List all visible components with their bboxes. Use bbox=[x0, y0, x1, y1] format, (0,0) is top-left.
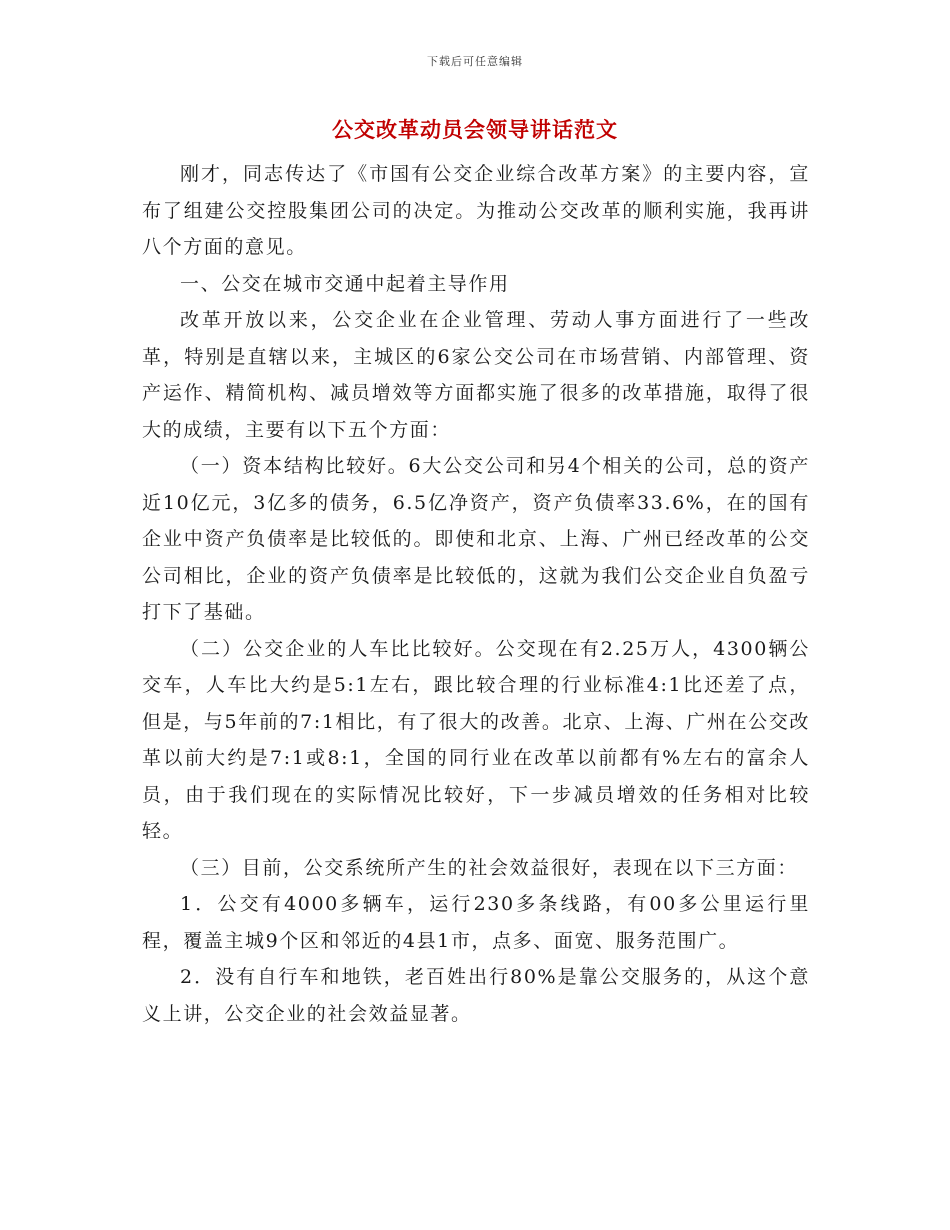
paragraph-reform: 改革开放以来，公交企业在企业管理、劳动人事方面进行了一些改革，特别是直辖以来，主城区的6家公交公司在市场营销、内部管理、资产运作、精简机构、减员增效等方面都实施了很多的改革措施，取得了很大的成绩，主要有以下五个方面： bbox=[142, 309, 810, 441]
paragraph-intro: 刚才，同志传达了《市国有公交企业综合改革方案》的主要内容，宣布了组建公交控股集团公司的决定。为推动公交改革的顺利实施，我再讲八个方面的意见。 bbox=[142, 163, 810, 258]
list-item-2: 2．没有自行车和地铁，老百姓出行80%是靠公交服务的，从这个意义上讲，公交企业的社会效益显著。 bbox=[142, 966, 810, 1025]
document-body bbox=[142, 156, 810, 1032]
document-title: 公交改革动员会领导讲话范文 bbox=[332, 117, 618, 142]
paragraph-social-benefit: （三）目前，公交系统所产生的社会效益很好，表现在以下三方面： bbox=[180, 856, 799, 879]
paragraph-staff-vehicle-ratio: （二）公交企业的人车比比较好。公交现在有2.25万人，4300辆公交车，人车比大约是5:1左右，跟比较合理的行业标准4:1比还差了点，但是，与5年前的7:1相比，有了很大的改善。北京、上海、广州在公交改革以前大约是7:1或8:1，全国的同行业在改革以前都有%左右的富余人员，由于我们现在的实际情况比较好，下一步减员增效的任务相对比较轻。 bbox=[142, 637, 810, 842]
section-heading-1: 一、公交在城市交通中起着主导作用 bbox=[180, 272, 510, 295]
list-item-1: 1．公交有4000多辆车，运行230多条线路，有00多公里运行里程，覆盖主城9个区和邻近的4县1市，点多、面宽、服务范围广。 bbox=[142, 893, 810, 952]
paragraph-capital-structure: （一）资本结构比较好。6大公交公司和另4个相关的公司，总的资产近10亿元，3亿多的债务，6.5亿净资产，资产负债率33.6%，在的国有企业中资产负债率是比较低的。即使和北京、上海、广州已经改革的公交公司相比，企业的资产负债率是比较低的，这就为我们公交企业自负盈亏打下了基础。 bbox=[142, 455, 810, 623]
header-note: 下载后可任意编辑 bbox=[427, 55, 523, 68]
